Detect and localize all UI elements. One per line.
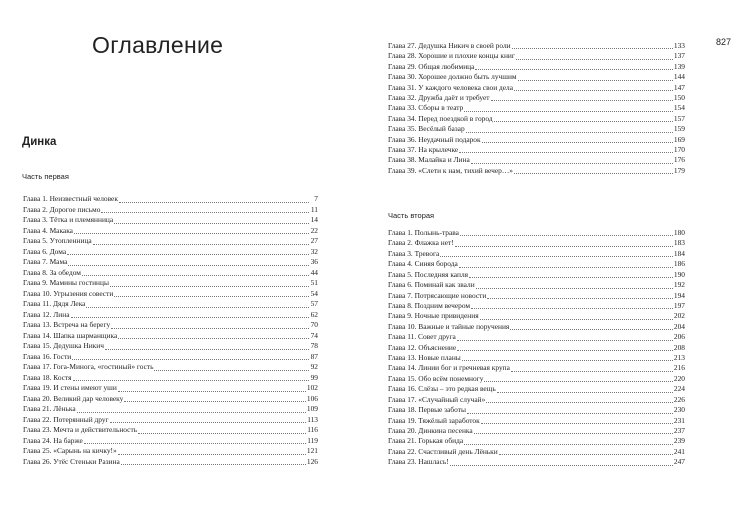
chapter-page-number: 186 — [673, 259, 685, 269]
toc-entry — [23, 320, 318, 331]
dot-leader — [73, 379, 309, 381]
dot-leader — [482, 141, 673, 143]
dot-leader — [86, 306, 309, 308]
toc-entry — [23, 425, 318, 436]
chapter-page-number: 237 — [673, 426, 685, 436]
chapter-title: Глава 9. Ночные привидения — [388, 311, 479, 321]
dot-leader — [474, 432, 673, 434]
toc-entry — [23, 278, 318, 289]
chapter-page-number: 213 — [673, 353, 685, 363]
chapter-title: Глава 18. Костя — [23, 372, 72, 382]
chapter-title: Глава 26. Утёс Стеньки Разина — [23, 456, 120, 466]
dot-leader — [105, 348, 309, 350]
dot-leader — [462, 359, 673, 361]
chapter-title: Глава 12. Лина — [23, 309, 70, 319]
chapter-title: Глава 34. Перед поездкой в город — [388, 113, 493, 123]
toc-entry — [388, 72, 685, 82]
toc-entry — [388, 395, 685, 405]
chapter-page-number: 179 — [673, 165, 685, 175]
chapter-title: Глава 20. Великий дар человеку — [23, 393, 124, 403]
chapter-page-number: 159 — [673, 124, 685, 134]
chapter-title: Глава 10. Важные и тайные поручения — [388, 321, 510, 331]
dot-leader — [467, 412, 673, 414]
chapter-title: Глава 21. Лёнька — [23, 404, 76, 414]
toc-entry — [388, 228, 685, 238]
left-page — [0, 0, 372, 510]
dot-leader — [491, 99, 673, 101]
chapter-page-number: 113 — [307, 414, 318, 424]
toc-entry — [388, 384, 685, 394]
chapter-page-number: 144 — [673, 72, 685, 82]
dot-leader — [138, 432, 306, 434]
chapter-title: Глава 14. Шапка шарманщика — [23, 330, 118, 340]
dot-leader — [71, 316, 310, 318]
toc-entry — [23, 236, 318, 247]
dot-leader — [464, 443, 673, 445]
page-number: 827 — [715, 37, 731, 47]
part-two-label: Часть вторая — [388, 211, 435, 220]
dot-leader — [471, 307, 673, 309]
toc-entry — [388, 436, 685, 446]
toc-entry — [388, 166, 685, 176]
chapter-title: Глава 36. Неудачный подарок — [388, 134, 481, 144]
chapter-page-number: 208 — [673, 342, 685, 352]
chapter-page-number: 121 — [306, 446, 318, 456]
chapter-page-number: 224 — [673, 384, 685, 394]
toc-entry — [388, 114, 685, 124]
chapter-page-number: 192 — [673, 280, 685, 290]
toc-entry — [23, 331, 318, 342]
toc-entry — [23, 446, 318, 457]
dot-leader — [114, 295, 309, 297]
chapter-title: Глава 37. На крылечке — [388, 144, 459, 154]
chapter-title: Глава 19. Тяжёлый заработок — [388, 415, 480, 425]
chapter-title: Глава 16. Гости — [23, 351, 72, 361]
chapter-page-number: 74 — [310, 330, 318, 340]
chapter-title: Глава 15. Обо всём понемногу — [388, 373, 484, 383]
chapter-page-number: 241 — [673, 446, 685, 456]
dot-leader — [77, 411, 306, 413]
chapter-page-number: 190 — [673, 269, 685, 279]
dot-leader — [119, 201, 309, 203]
dot-leader — [154, 369, 309, 371]
chapter-title: Глава 15. Дедушка Никич — [23, 341, 104, 351]
dot-leader — [118, 453, 306, 455]
chapter-page-number: 44 — [310, 267, 318, 277]
chapter-page-number: 183 — [673, 238, 685, 248]
toc-entry — [23, 362, 318, 373]
chapter-page-number: 106 — [306, 393, 318, 403]
chapter-title: Глава 16. Слёзы – это редкая вещь — [388, 384, 496, 394]
chapter-page-number: 27 — [310, 236, 318, 246]
chapter-title: Глава 32. Дружба даёт и требует — [388, 92, 490, 102]
chapter-title: Глава 1. Неизвестный человек — [23, 194, 118, 203]
chapter-title: Глава 24. На барже — [23, 435, 83, 445]
toc-list-part-one-continued — [388, 41, 685, 176]
toc-entry — [23, 436, 318, 447]
dot-leader — [84, 442, 306, 444]
chapter-title: Глава 13. Встреча на берегу — [23, 320, 111, 330]
dot-leader — [110, 421, 307, 423]
chapter-page-number: 87 — [310, 351, 318, 361]
chapter-page-number: 150 — [673, 92, 685, 102]
toc-entry — [388, 124, 685, 134]
dot-leader — [516, 58, 673, 60]
dot-leader — [469, 276, 673, 278]
chapter-title: Глава 7. Потрясающие новости — [388, 290, 487, 300]
chapter-title: Глава 3. Тётка и племянница — [23, 215, 114, 225]
chapter-title: Глава 12. Объяснение — [388, 342, 457, 352]
book-title: Динка — [22, 136, 57, 148]
chapter-page-number: 184 — [673, 248, 685, 258]
chapter-page-number: 239 — [673, 436, 685, 446]
dot-leader — [514, 172, 673, 174]
dot-leader — [511, 370, 673, 372]
chapter-page-number: 176 — [673, 155, 685, 165]
dot-leader — [110, 285, 309, 287]
chapter-title: Глава 29. Общая любимица — [388, 61, 475, 71]
chapter-title: Глава 6. Поминай как звали — [388, 280, 475, 290]
chapter-page-number: 54 — [310, 288, 318, 298]
chapter-page-number: 36 — [310, 257, 318, 267]
toc-entry — [23, 341, 318, 352]
chapter-page-number: 230 — [673, 405, 685, 415]
chapter-page-number: 220 — [673, 373, 685, 383]
chapter-page-number: 57 — [310, 299, 318, 309]
chapter-title: Глава 2. Дорогое письмо — [23, 204, 101, 214]
dot-leader — [514, 89, 673, 91]
chapter-title: Глава 17. «Случайный случай» — [388, 394, 486, 404]
toc-list-part-two — [388, 228, 685, 468]
dot-leader — [484, 380, 673, 382]
toc-entry — [388, 363, 685, 373]
dot-leader — [464, 110, 673, 112]
toc-entry — [23, 268, 318, 279]
toc-entry — [23, 194, 318, 205]
chapter-page-number: 170 — [673, 144, 685, 154]
chapter-page-number: 139 — [673, 61, 685, 71]
dot-leader — [124, 400, 306, 402]
chapter-title: Глава 28. Хорошие и плохие концы книг — [388, 51, 515, 61]
toc-entry — [388, 41, 685, 51]
toc-entry — [23, 257, 318, 268]
chapter-title: Глава 31. У каждого человека свои дела — [388, 82, 514, 92]
dot-leader — [457, 339, 673, 341]
dot-leader — [450, 464, 673, 466]
chapter-page-number: 137 — [673, 51, 685, 61]
dot-leader — [510, 328, 673, 330]
dot-leader — [475, 68, 673, 70]
chapter-title: Глава 23. Нашлась! — [388, 457, 449, 467]
toc-entry — [388, 311, 685, 321]
dot-leader — [118, 390, 306, 392]
toc-entry — [388, 374, 685, 384]
chapter-title: Глава 21. Горькая обида — [388, 436, 464, 446]
toc-entry — [388, 332, 685, 342]
chapter-title: Глава 7. Мама — [23, 257, 68, 267]
toc-entry — [23, 226, 318, 237]
chapter-page-number: 197 — [673, 300, 685, 310]
chapter-title: Глава 23. Мечта и действительность — [23, 425, 138, 435]
toc-entry — [388, 83, 685, 93]
chapter-page-number: 206 — [673, 332, 685, 342]
dot-leader — [481, 422, 673, 424]
chapter-title: Глава 20. Динкина песенка — [388, 426, 473, 436]
toc-entry — [388, 322, 685, 332]
chapter-title: Глава 19. И стены имеют уши — [23, 383, 117, 393]
toc-entry — [23, 352, 318, 363]
chapter-title: Глава 22. Счастливый день Лёньки — [388, 446, 498, 456]
toc-heading: Оглавление — [92, 32, 224, 58]
toc-entry — [388, 343, 685, 353]
dot-leader — [455, 245, 673, 247]
dot-leader — [518, 79, 673, 81]
chapter-title: Глава 6. Дома — [23, 246, 67, 256]
toc-entry — [388, 155, 685, 165]
chapter-page-number: 216 — [673, 363, 685, 373]
chapter-title: Глава 8. Поздним вечером — [388, 300, 471, 310]
chapter-title: Глава 17. Гога-Миногa, «гостиный» гость — [23, 362, 154, 372]
toc-entry — [388, 280, 685, 290]
chapter-page-number: 180 — [673, 228, 685, 237]
toc-entry — [23, 215, 318, 226]
toc-entry — [23, 394, 318, 405]
chapter-page-number: 147 — [673, 82, 685, 92]
chapter-page-number: 204 — [673, 321, 685, 331]
dot-leader — [486, 401, 673, 403]
dot-leader — [121, 463, 306, 465]
chapter-page-number: 194 — [673, 290, 685, 300]
chapter-title: Глава 9. Мамины гостинцы — [23, 278, 109, 288]
chapter-title: Глава 18. Первые заботы — [388, 405, 466, 415]
toc-entry — [23, 373, 318, 384]
chapter-page-number: 133 — [673, 41, 685, 50]
dot-leader — [494, 120, 673, 122]
dot-leader — [497, 391, 673, 393]
dot-leader — [466, 131, 673, 133]
toc-entry — [388, 249, 685, 259]
dot-leader — [74, 232, 309, 234]
chapter-page-number: 11 — [310, 204, 318, 214]
dot-leader — [93, 243, 309, 245]
toc-entry — [388, 93, 685, 103]
dot-leader — [459, 266, 673, 268]
toc-entry — [23, 383, 318, 394]
toc-entry — [23, 310, 318, 321]
chapter-title: Глава 22. Потерянный друг — [23, 414, 109, 424]
dot-leader — [512, 47, 673, 49]
toc-entry — [388, 259, 685, 269]
chapter-page-number: 102 — [306, 383, 318, 393]
chapter-page-number: 51 — [310, 278, 318, 288]
toc-entry — [388, 447, 685, 457]
chapter-title: Глава 27. Дедушка Никич в своей роли — [388, 41, 511, 50]
chapter-page-number: 169 — [673, 134, 685, 144]
chapter-page-number: 22 — [310, 225, 318, 235]
chapter-title: Глава 39. «Слети к нам, тихий вечер…» — [388, 165, 513, 175]
chapter-title: Глава 25. «Сарынь на кичку!» — [23, 446, 117, 456]
dot-leader — [82, 274, 309, 276]
toc-entry — [388, 301, 685, 311]
chapter-page-number: 70 — [310, 320, 318, 330]
chapter-page-number: 247 — [673, 457, 685, 467]
chapter-page-number: 157 — [673, 113, 685, 123]
dot-leader — [471, 162, 673, 164]
dot-leader — [499, 453, 673, 455]
toc-entry — [23, 247, 318, 258]
dot-leader — [480, 318, 673, 320]
chapter-page-number: 14 — [310, 215, 318, 225]
chapter-page-number: 99 — [310, 372, 318, 382]
dot-leader — [440, 255, 673, 257]
chapter-page-number: 226 — [673, 394, 685, 404]
part-one-label: Часть первая — [22, 172, 69, 181]
toc-entry — [388, 426, 685, 436]
dot-leader — [487, 297, 673, 299]
chapter-title: Глава 4. Синяя борода — [388, 259, 458, 269]
toc-list-part-one — [23, 194, 318, 467]
dot-leader — [67, 253, 309, 255]
chapter-title: Глава 14. Линии бог и гречневая крупа — [388, 363, 510, 373]
toc-entry — [388, 51, 685, 61]
toc-entry — [23, 415, 318, 426]
chapter-page-number: 92 — [310, 362, 318, 372]
chapter-title: Глава 8. За обедом — [23, 267, 81, 277]
toc-entry — [388, 62, 685, 72]
dot-leader — [457, 349, 673, 351]
chapter-page-number: 62 — [310, 309, 318, 319]
toc-entry — [23, 289, 318, 300]
dot-leader — [68, 264, 309, 266]
chapter-page-number: 126 — [306, 456, 318, 466]
dot-leader — [101, 211, 309, 213]
toc-entry — [23, 457, 318, 468]
dot-leader — [476, 287, 673, 289]
toc-entry — [23, 205, 318, 216]
toc-entry — [23, 404, 318, 415]
dot-leader — [460, 234, 673, 236]
chapter-title: Глава 38. Малайка и Лина — [388, 155, 470, 165]
toc-entry — [388, 145, 685, 155]
toc-entry — [23, 299, 318, 310]
toc-entry — [388, 135, 685, 145]
chapter-title: Глава 11. Совет друга — [388, 332, 456, 342]
chapter-title: Глава 2. Флажка нет! — [388, 238, 454, 248]
chapter-title: Глава 10. Угрызения совести — [23, 288, 114, 298]
chapter-title: Глава 4. Макака — [23, 225, 73, 235]
toc-entry — [388, 270, 685, 280]
chapter-page-number: 32 — [310, 246, 318, 256]
right-page — [372, 0, 745, 510]
toc-entry — [388, 238, 685, 248]
toc-entry — [388, 353, 685, 363]
chapter-title: Глава 35. Весёлый базар — [388, 124, 465, 134]
chapter-page-number: 78 — [310, 341, 318, 351]
chapter-title: Глава 33. Сборы в театр — [388, 103, 464, 113]
toc-entry — [388, 291, 685, 301]
dot-leader — [114, 222, 309, 224]
dot-leader — [118, 337, 309, 339]
chapter-page-number: 119 — [307, 435, 318, 445]
dot-leader — [72, 358, 309, 360]
toc-entry — [388, 457, 685, 467]
chapter-title: Глава 1. Полынь-трава — [388, 228, 459, 237]
chapter-title: Глава 11. Дядя Лека — [23, 299, 86, 309]
toc-entry — [388, 405, 685, 415]
chapter-title: Глава 3. Тревога — [388, 248, 440, 258]
chapter-page-number: 154 — [673, 103, 685, 113]
toc-entry — [388, 103, 685, 113]
chapter-title: Глава 5. Последняя капля — [388, 269, 469, 279]
chapter-page-number: 116 — [307, 425, 318, 435]
dot-leader — [459, 151, 673, 153]
chapter-title: Глава 13. Новые планы — [388, 353, 461, 363]
chapter-page-number: 109 — [306, 404, 318, 414]
dot-leader — [111, 327, 309, 329]
toc-entry — [388, 416, 685, 426]
chapter-page-number: 231 — [673, 415, 685, 425]
chapter-title: Глава 5. Утопленница — [23, 236, 92, 246]
chapter-page-number: 7 — [314, 194, 318, 203]
chapter-page-number: 202 — [673, 311, 685, 321]
chapter-title: Глава 30. Хорошее должно быть лучшим — [388, 72, 517, 82]
